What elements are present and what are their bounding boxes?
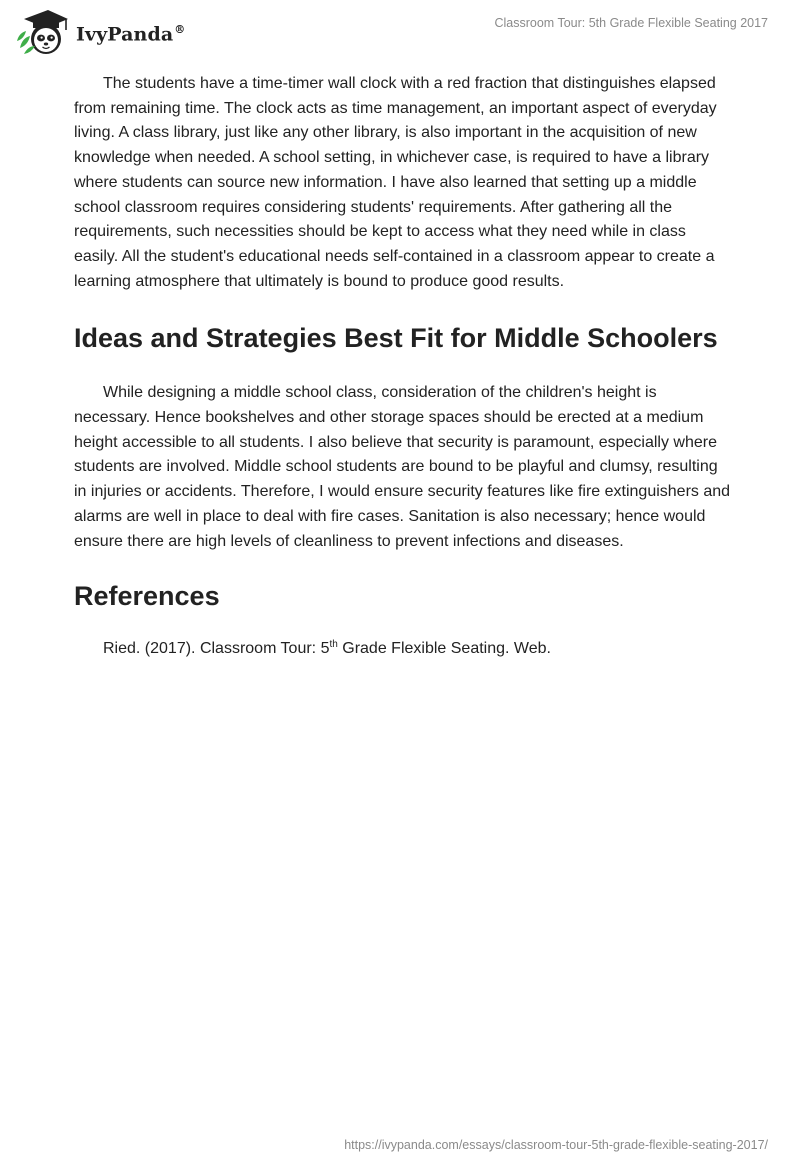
brand-name: IvyPanda® [76, 22, 186, 46]
paragraph-middle-school-design: While designing a middle school class, consideration of the children's height is necessary. Hence bookshelves and other storage spaces should be erected at a medium height accessible to all students. I also believe that security is paramount, especially where students are involved. Middle school students are bound to be playful and clumsy, resulting in injuries or accidents. Therefore, I would ensure security features like fire extinguishers and alarms are well in place to deal with fire cases. Sanitation is also necessary; hence would ensure there are high levels of cleanliness to prevent infections and diseases. [74, 384, 731, 550]
document-title: Classroom Tour: 5th Grade Flexible Seating 2017 [494, 16, 768, 30]
heading-ideas-strategies: Ideas and Strategies Best Fit for Middle Schoolers [74, 323, 718, 354]
brand-logo[interactable] [14, 8, 185, 56]
paragraph-clock-library: The students have a time-timer wall clock with a red fraction that distinguishes elapsed from remaining time. The clock acts as time management, an important aspect of everyday living. A class library, just like any other library, is also important in the acquisition of new knowledge when needed. A school setting, in whichever case, is required to have a library where students can source new information. I have also learned that setting up a middle school classroom requires considering students' requirements. After gathering all the requirements, such necessities should be kept to access what they need while in class easily. All the student's educational needs self-contained in a classroom appear to create a learning atmosphere that ultimately is bound to produce good results. [74, 75, 717, 290]
footer-source-url[interactable]: https://ivypanda.com/essays/classroom-tour-5th-grade-flexible-seating-2017/ [344, 1138, 768, 1152]
page-header [0, 0, 800, 60]
reference-text-end: Grade Flexible Seating. Web. [337, 640, 551, 658]
reference-text-start: Ried. (2017). Classroom Tour: 5 [103, 640, 330, 658]
panda-logo-icon [14, 8, 70, 56]
essay-content [74, 72, 734, 661]
reference-superscript: th [329, 639, 338, 651]
heading-references: References [74, 581, 220, 612]
reference-item [74, 637, 734, 661]
registered-mark: ® [174, 22, 186, 36]
